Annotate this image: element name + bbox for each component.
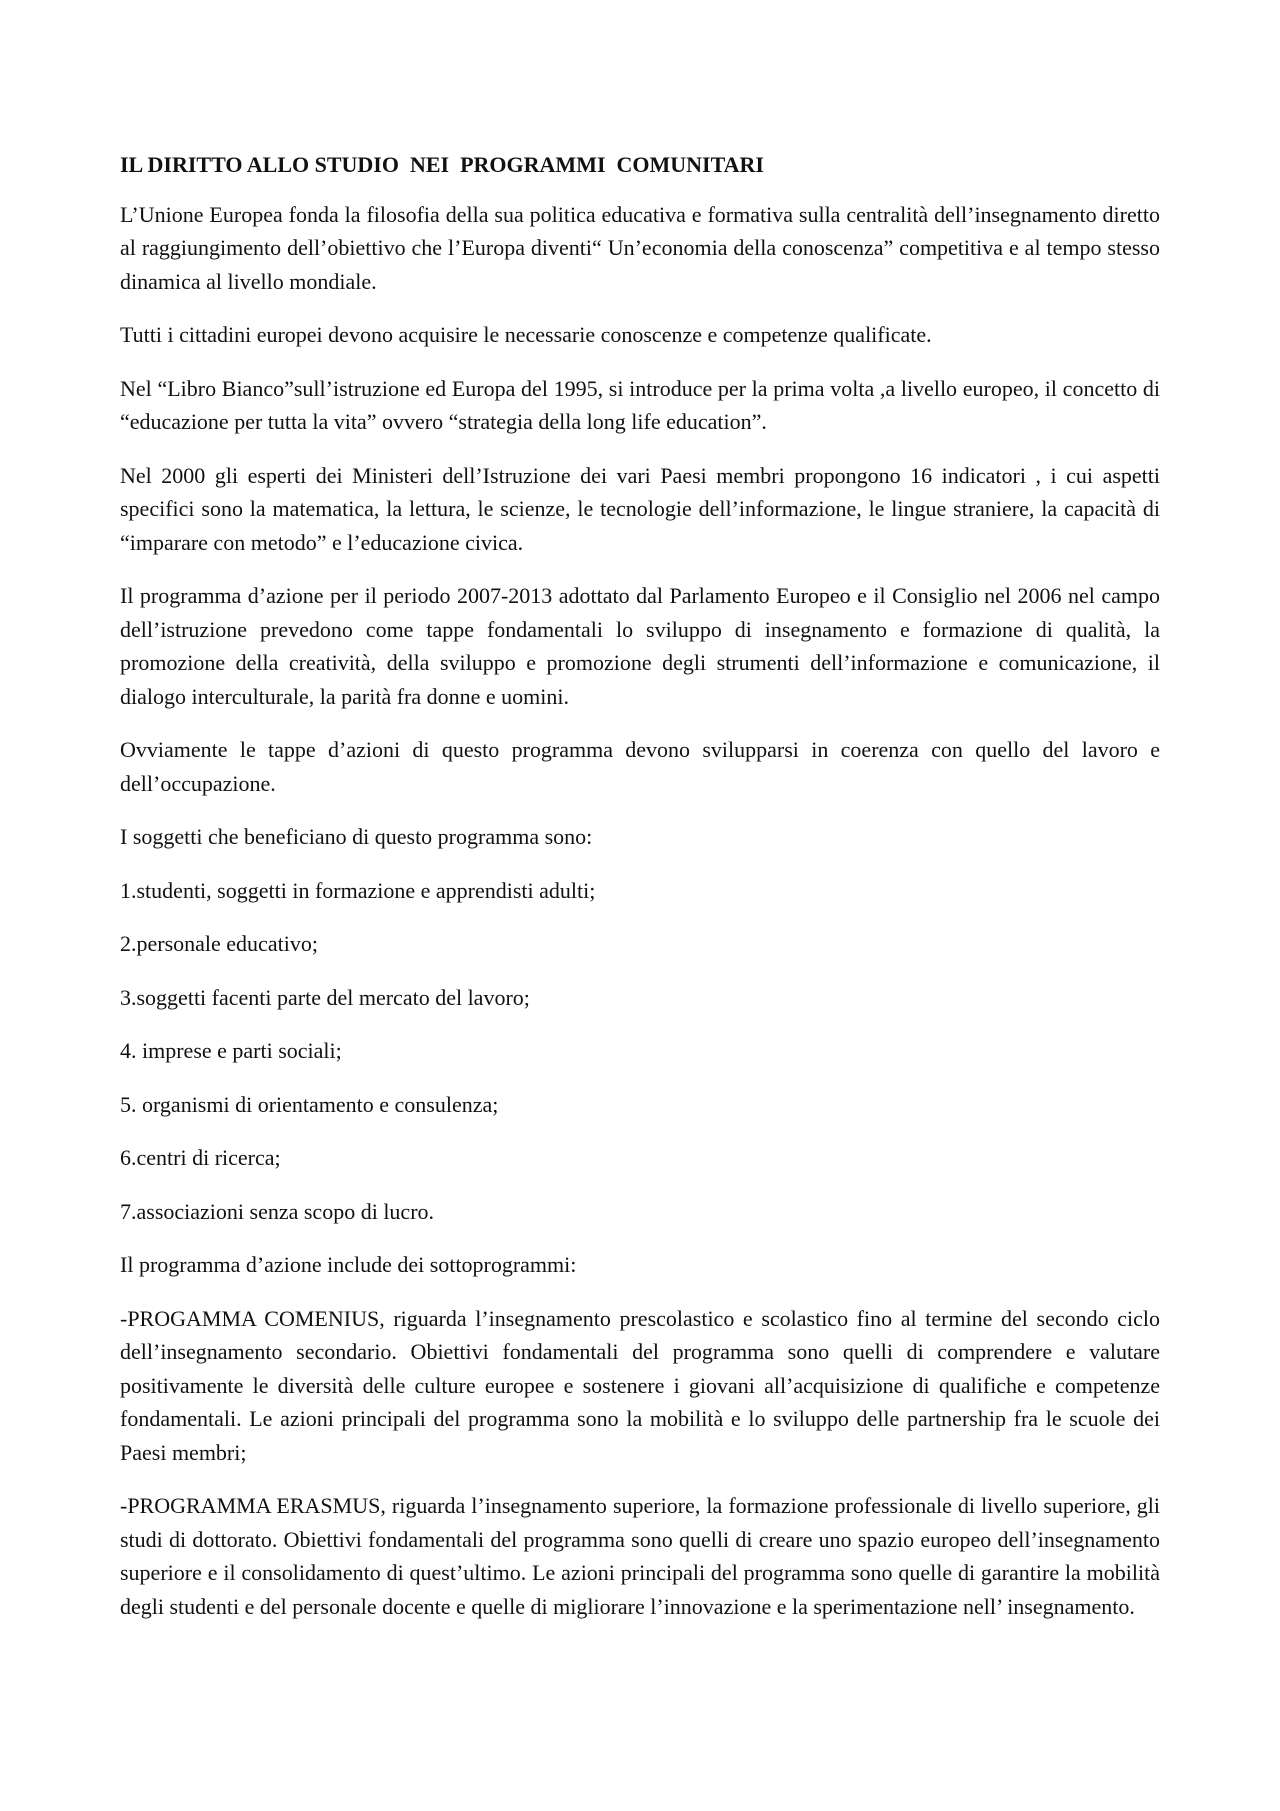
paragraph-comenius: -PROGAMMA COMENIUS, riguarda l’insegnamento prescolastico e scolastico fino al termine del secondo ciclo dell’insegnamento secondario. Obiettivi fondamentali del programma sono quelli di comprendere e valutare positivamente le diversità delle culture europee e sostenere i giovani all’acquisizione di qualifiche e competenze fondamentali. Le azioni principali del programma sono la mobilità e lo sviluppo delle partnership fra le scuole dei Paesi membri; <box>120 1305 1160 1465</box>
list-item: 5. organismi di orientamento e consulenza; <box>120 1091 499 1117</box>
document-page <box>120 148 1160 1643</box>
paragraph-program-2007-2013: Il programma d’azione per il periodo 2007-2013 adottato dal Parlamento Europeo e il Consiglio nel 2006 nel campo dell’istruzione prevedono come tappe fondamentali lo sviluppo di insegnamento e formazione di qualità, la promozione della creatività, della sviluppo e promozione degli strumenti dell’informazione e comunicazione, il dialogo interculturale, la parità fra donne e uomini. <box>120 583 1160 709</box>
paragraph-citizens: Tutti i cittadini europei devono acquisire le necessarie conoscenze e competenze qualificate. <box>120 322 932 347</box>
paragraph-libro-bianco: Nel “Libro Bianco”sull’istruzione ed Europa del 1995, si introduce per la prima volta ,a livello europeo, il concetto di “educazione per tutta la vita” ovvero “strategia della long life education”. <box>120 375 1160 434</box>
list-item: 2.personale educativo; <box>120 931 318 956</box>
list-item: 7.associazioni senza scopo di lucro. <box>120 1198 435 1224</box>
paragraph-beneficiaries-intro: I soggetti che beneficiano di questo programma sono: <box>120 824 593 849</box>
paragraph-coherence: Ovviamente le tappe d’azioni di questo programma devono svilupparsi in coerenza con quello del lavoro e dell’occupazione. <box>120 737 1160 796</box>
document-title: IL DIRITTO ALLO STUDIO NEI PROGRAMMI COMUNITARI <box>120 152 764 177</box>
paragraph-erasmus: -PROGRAMMA ERASMUS, riguarda l’insegnamento superiore, la formazione professionale di livello superiore, gli studi di dottorato. Obiettivi fondamentali del programma sono quelli di creare uno spazio europeo dell’insegnamento superiore e il consolidamento di quest’ultimo. Le azioni principali del programma sono quelle di garantire la mobilità degli studenti e del personale docente e quelle di migliorare l’innovazione e la sperimentazione nell’ insegnamento. <box>120 1493 1160 1619</box>
paragraph-subprograms-intro: Il programma d’azione include dei sottoprogrammi: <box>120 1252 577 1277</box>
list-item: 4. imprese e parti sociali; <box>120 1038 342 1063</box>
list-item: 6.centri di ricerca; <box>120 1145 281 1170</box>
paragraph-indicators-2000: Nel 2000 gli esperti dei Ministeri dell’Istruzione dei vari Paesi membri propongono 16 indicatori , i cui aspetti specifici sono la matematica, la lettura, le scienze, le tecnologie dell’informazione, le lingue straniere, la capacità di “imparare con metodo” e l’educazione civica. <box>120 462 1160 555</box>
list-item: 3.soggetti facenti parte del mercato del lavoro; <box>120 984 530 1010</box>
paragraph-intro-eu: L’Unione Europea fonda la filosofia della sua politica educativa e formativa sulla centralità dell’insegnamento diretto al raggiungimento dell’obiettivo che l’Europa diventi“ Un’economia della conoscenza” competitiva e al tempo stesso dinamica al livello mondiale. <box>120 201 1160 294</box>
list-item: 1.studenti, soggetti in formazione e apprendisti adulti; <box>120 877 596 903</box>
